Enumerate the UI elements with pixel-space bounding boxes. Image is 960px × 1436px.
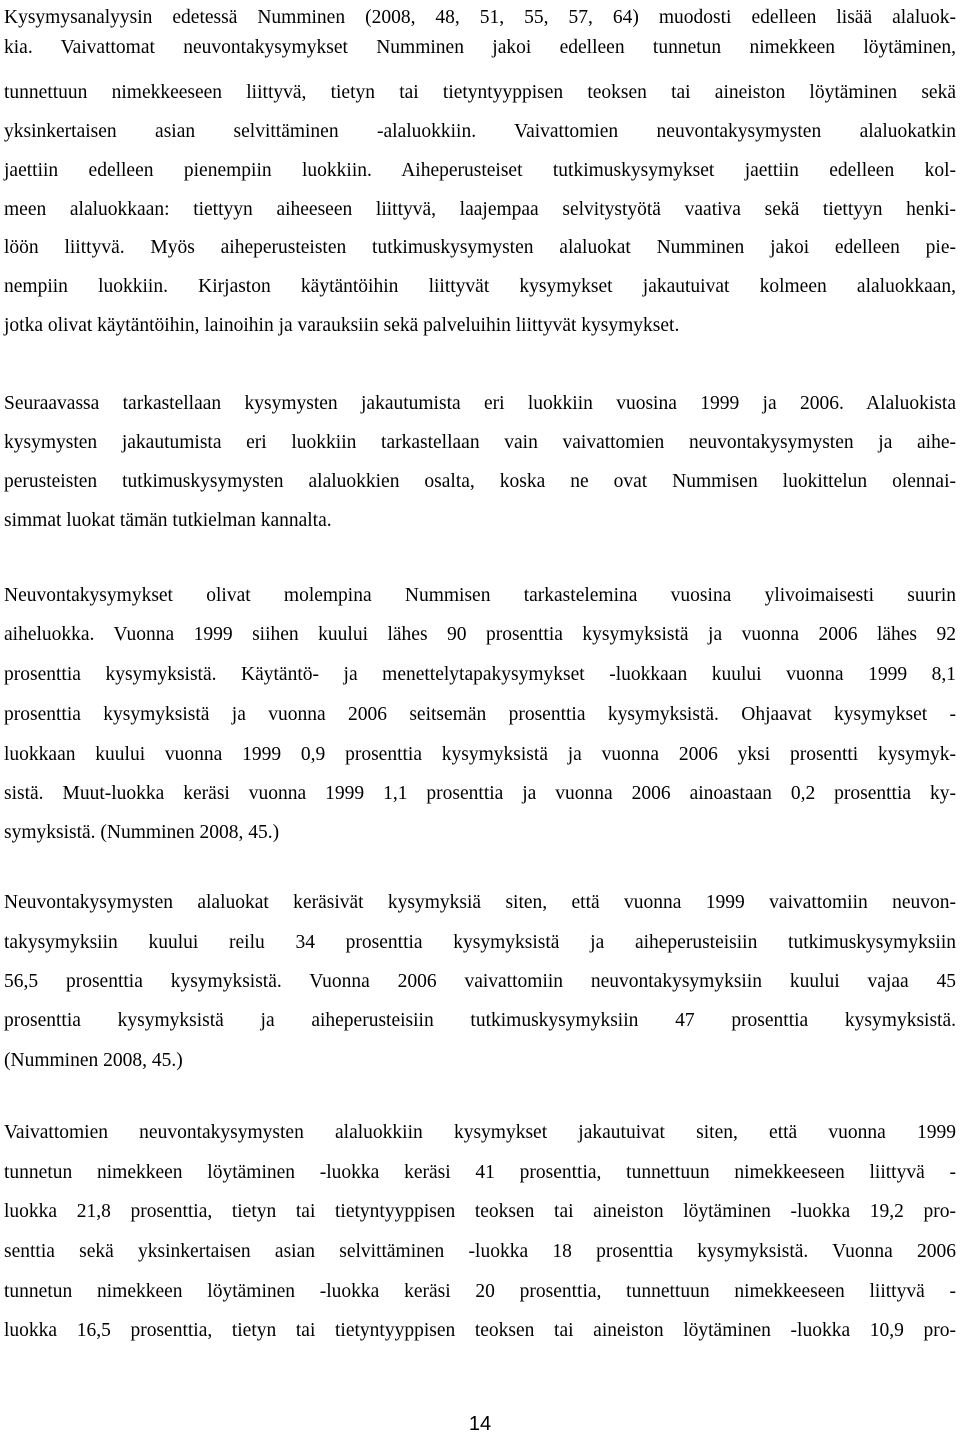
- text-line: tunnetun nimekkeen löytäminen -luokka keräsi 20 prosenttia, tunnettuun nimekkeeseen liittyvä -: [4, 1281, 956, 1302]
- text-line: Neuvontakysymykset olivat molempina Nummisen tarkastelemina vuosina ylivoimaisesti suurin: [4, 585, 956, 606]
- text-line: luokkaan kuului vuonna 1999 0,9 prosenttia kysymyksistä ja vuonna 2006 yksi prosentti kysymyk-: [4, 744, 956, 765]
- text-line: Seuraavassa tarkastellaan kysymysten jakautumista eri luokkiin vuosina 1999 ja 2006. Alaluokista: [4, 393, 956, 414]
- text-line: kysymysten jakautumista eri luokkiin tarkastellaan vain vaivattomien neuvontakysymysten ja aihe-: [4, 432, 956, 453]
- text-line: nempiin luokkiin. Kirjaston käytäntöihin liittyvät kysymykset jakautuivat kolmeen alaluokkaan,: [4, 276, 956, 297]
- text-line: takysymyksiin kuului reilu 34 prosenttia kysymyksistä ja aiheperusteisiin tutkimuskysymyksiin: [4, 932, 956, 953]
- text-line: prosenttia kysymyksistä ja vuonna 2006 seitsemän prosenttia kysymyksistä. Ohjaavat kysymykset -: [4, 704, 956, 725]
- text-line: kia. Vaivattomat neuvontakysymykset Numminen jakoi edelleen tunnetun nimekkeen löytäminen,: [4, 37, 956, 58]
- text-line: luokka 16,5 prosenttia, tietyn tai tietyntyyppisen teoksen tai aineiston löytäminen -luokka 10,9 pro-: [4, 1320, 956, 1341]
- text-line: Neuvontakysymysten alaluokat keräsivät kysymyksiä siten, että vuonna 1999 vaivattomiin neuvon-: [4, 892, 956, 913]
- text-line: perusteisten tutkimuskysymysten alaluokkien osalta, koska ne ovat Nummisen luokittelun olennai-: [4, 471, 956, 492]
- text-line: löön liittyvä. Myös aiheperusteisten tutkimuskysymysten alaluokat Numminen jakoi edelleen pie-: [4, 237, 956, 258]
- text-line: tunnetun nimekkeen löytäminen -luokka keräsi 41 prosenttia, tunnettuun nimekkeeseen liittyvä -: [4, 1162, 956, 1183]
- text-line: 56,5 prosenttia kysymyksistä. Vuonna 2006 vaivattomiin neuvontakysymyksiin kuului vajaa 45: [4, 971, 956, 992]
- text-line: meen alaluokkaan: tiettyyn aiheeseen liittyvä, laajempaa selvitystyötä vaativa sekä tiettyyn henki-: [4, 199, 956, 220]
- text-line: aiheluokka. Vuonna 1999 siihen kuului lähes 90 prosenttia kysymyksistä ja vuonna 2006 lähes 92: [4, 624, 956, 645]
- text-line: tunnettuun nimekkeeseen liittyvä, tietyn tai tietyntyyppisen teoksen tai aineiston löytäminen sekä: [4, 82, 956, 103]
- page-number: 14: [468, 1413, 492, 1435]
- text-line: sistä. Muut-luokka keräsi vuonna 1999 1,1 prosenttia ja vuonna 2006 ainoastaan 0,2 prosenttia ky-: [4, 783, 956, 804]
- text-line: symyksistä. (Numminen 2008, 45.): [4, 822, 280, 843]
- text-line: yksinkertaisen asian selvittäminen -alaluokkiin. Vaivattomien neuvontakysymysten alaluokatkin: [4, 121, 956, 142]
- text-line: simmat luokat tämän tutkielman kannalta.: [4, 510, 332, 531]
- text-line: luokka 21,8 prosenttia, tietyn tai tietyntyyppisen teoksen tai aineiston löytäminen -luokka 19,2 pro-: [4, 1201, 956, 1222]
- text-line: prosenttia kysymyksistä ja aiheperusteisiin tutkimuskysymyksiin 47 prosenttia kysymyksistä.: [4, 1010, 956, 1031]
- text-line: prosenttia kysymyksistä. Käytäntö- ja menettelytapakysymykset -luokkaan kuului vuonna 1999 8,1: [4, 664, 956, 685]
- text-line: senttia sekä yksinkertaisen asian selvittäminen -luokka 18 prosenttia kysymyksistä. Vuonna 2006: [4, 1241, 956, 1262]
- text-line: (Numminen 2008, 45.): [4, 1050, 183, 1071]
- text-line: jotka olivat käytäntöihin, lainoihin ja varauksiin sekä palveluihin liittyvät kysymykset.: [4, 315, 680, 336]
- text-line: jaettiin edelleen pienempiin luokkiin. Aiheperusteiset tutkimuskysymykset jaettiin edelleen kol-: [4, 160, 956, 181]
- text-line: Kysymysanalyysin edetessä Numminen (2008, 48, 51, 55, 57, 64) muodosti edelleen lisää alaluok-: [4, 7, 956, 28]
- text-line: Vaivattomien neuvontakysymysten alaluokkiin kysymykset jakautuivat siten, että vuonna 1999: [4, 1122, 956, 1143]
